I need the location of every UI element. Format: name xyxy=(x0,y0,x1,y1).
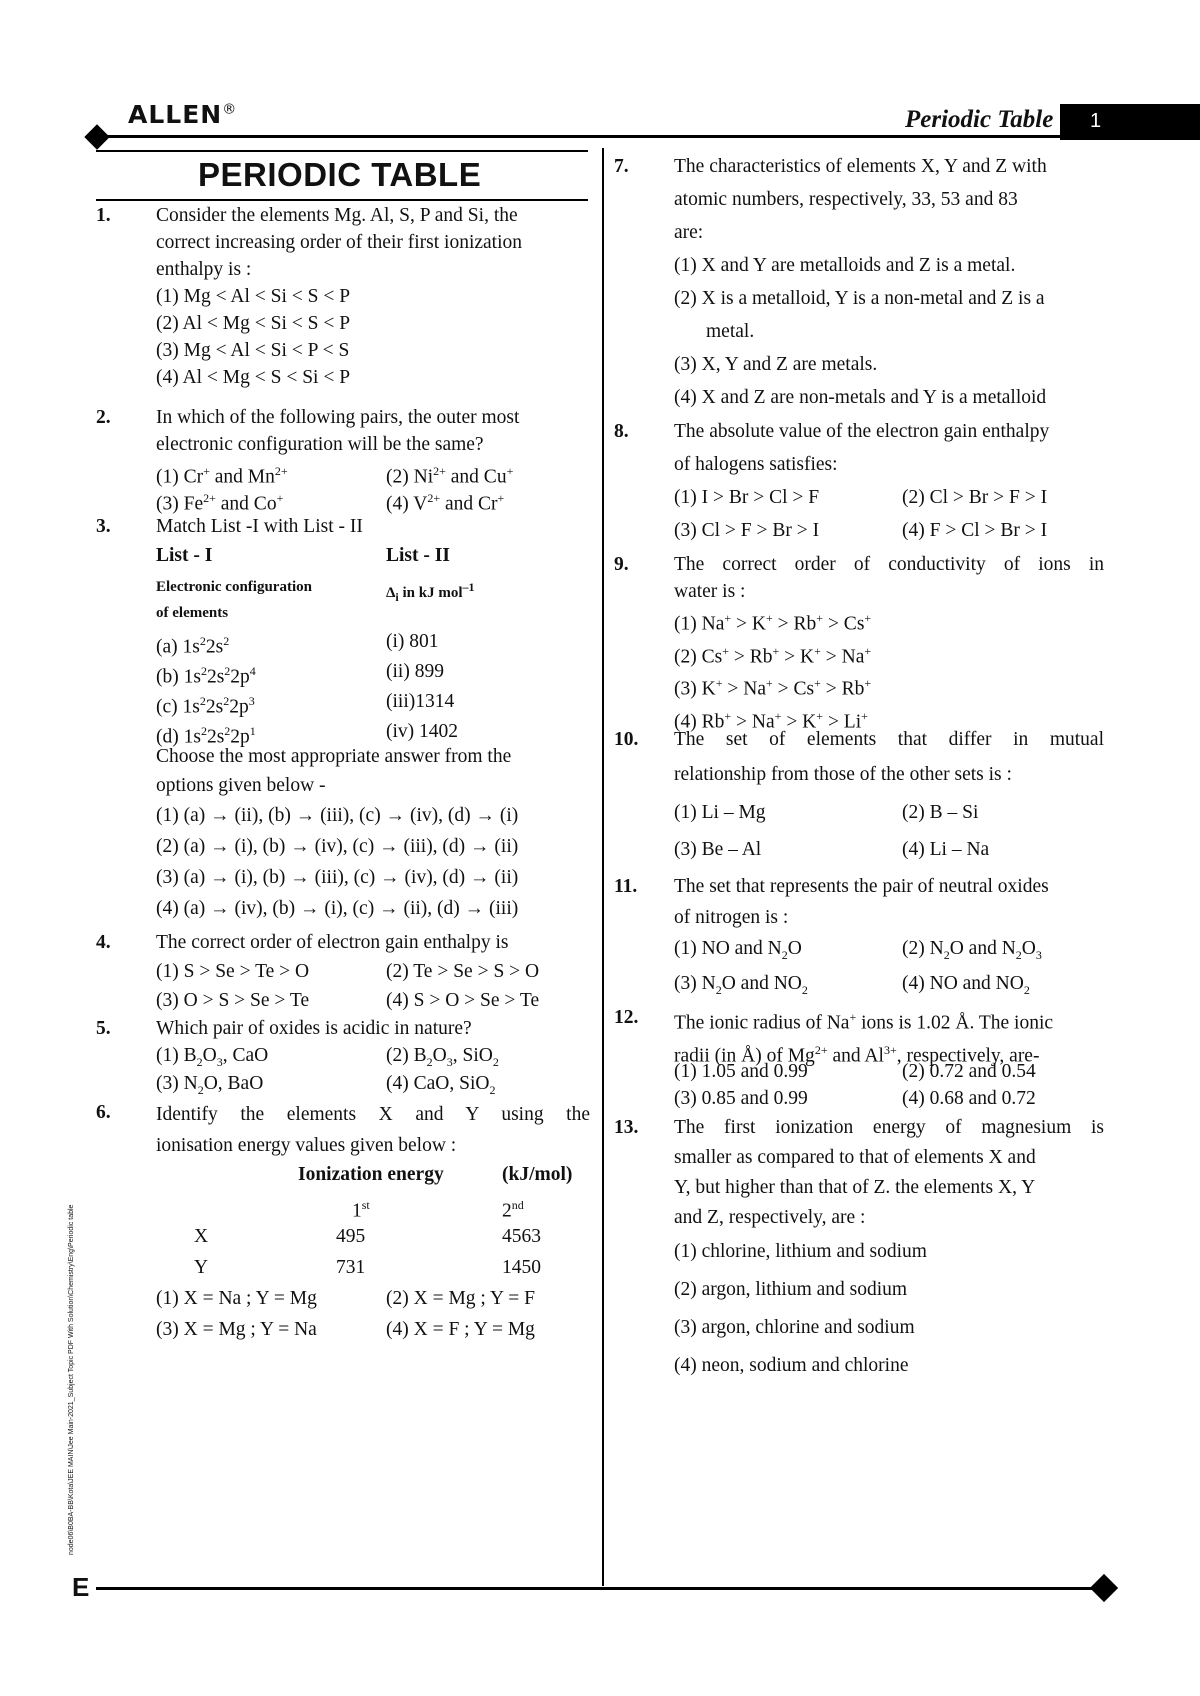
q4-number: 4. xyxy=(96,932,111,953)
q3-stem: Match List -I with List - II xyxy=(156,516,363,537)
q8-option-3: (3) Cl > F > Br > I xyxy=(674,520,820,541)
q7-option-1: (1) X and Y are metalloids and Z is a metal. xyxy=(674,255,1016,276)
q6-row-x-label: X xyxy=(194,1226,209,1247)
q12-number: 12. xyxy=(614,1007,639,1028)
section-title: Periodic Table xyxy=(905,106,1054,133)
question-13 xyxy=(614,1113,1104,1385)
q1-option-3: (3) Mg < Al < Si < P < S xyxy=(156,340,350,361)
q6-option-4: (4) X = F ; Y = Mg xyxy=(386,1319,535,1340)
q11-number: 11. xyxy=(614,876,638,897)
question-9 xyxy=(614,551,1104,735)
q5-number: 5. xyxy=(96,1018,111,1039)
q6-row-y-1: 731 xyxy=(336,1257,366,1278)
q12-option-3: (3) 0.85 and 0.99 xyxy=(674,1088,808,1109)
title-rule-top xyxy=(96,150,588,152)
q6-stem-2: ionisation energy values given below : xyxy=(156,1135,457,1156)
q11-option-3: (3) $N_2O$ and $NO_2$ xyxy=(674,973,808,997)
question-12 xyxy=(614,1004,1104,1112)
q10-stem-2: relationship from those of the other sets is : xyxy=(674,764,1012,785)
q10-option-4: (4) Li – Na xyxy=(902,839,990,860)
q13-option-3: (3) argon, chlorine and sodium xyxy=(674,1317,915,1338)
q11-option-1: (1) NO and $N_2O$ xyxy=(674,938,802,962)
q13-option-1: (1) chlorine, lithium and sodium xyxy=(674,1241,927,1262)
question-6 xyxy=(96,1099,590,1339)
q13-option-2: (2) argon, lithium and sodium xyxy=(674,1279,908,1300)
list1-d: (d) $1s^22s^22p^1$ xyxy=(156,724,256,748)
q4-stem: The correct order of electron gain enthalpy is xyxy=(156,932,509,953)
question-2 xyxy=(96,404,590,515)
q2-stem-1: In which of the following pairs, the outer most xyxy=(156,407,520,428)
q6-option-2: (2) X = Mg ; Y = F xyxy=(386,1288,535,1309)
q1-stem-3: enthalpy is : xyxy=(156,259,252,280)
q13-stem-4: and Z, respectively, are : xyxy=(674,1207,866,1228)
q12-option-2: (2) 0.72 and 0.54 xyxy=(902,1061,1036,1082)
q8-option-4: (4) F > Cl > Br > I xyxy=(902,520,1048,541)
q7-option-2a: (2) X is a metalloid, Y is a non-metal and Z is a xyxy=(674,288,1045,309)
list2-iv: (iv) 1402 xyxy=(386,721,459,742)
q4-option-4: (4) S > O > Se > Te xyxy=(386,990,540,1011)
q13-stem-3: Y, but higher than that of Z. the elements X, Y xyxy=(674,1177,1036,1198)
question-3 xyxy=(96,513,590,919)
q6-col-1: 1st xyxy=(352,1198,370,1222)
q2-stem-2: electronic configuration will be the same? xyxy=(156,434,484,455)
list1-c: (c) $1s^22s^22p^3$ xyxy=(156,694,255,718)
q11-option-4: (4) NO and $NO_2$ xyxy=(902,973,1030,997)
footer-letter: E xyxy=(72,1572,90,1602)
footer-diamond-right xyxy=(1090,1574,1118,1602)
title-rule-bottom xyxy=(96,199,588,201)
list1-a: (a) $1s^22s^2$ xyxy=(156,634,230,658)
q12-stem-2: radii (in Å) of $Mg^{2+}$ and $Al^{3+}$, respectively, are- xyxy=(674,1042,1040,1066)
q2-option-1: (1) Cr+ and $Mn^{2+}$ xyxy=(156,464,288,488)
q7-stem-3: are: xyxy=(674,222,704,243)
list2-i: (i) 801 xyxy=(386,631,439,652)
q7-number: 7. xyxy=(614,156,629,177)
q6-option-1: (1) X = Na ; Y = Mg xyxy=(156,1288,317,1309)
q9-stem-1: The correct order of conductivity of ions in xyxy=(674,554,1104,575)
q8-number: 8. xyxy=(614,421,629,442)
q12-option-1: (1) 1.05 and 0.99 xyxy=(674,1061,808,1082)
page-number: 1 xyxy=(1060,104,1200,140)
list1-subheading-2: of elements xyxy=(156,605,229,621)
q2-number: 2. xyxy=(96,407,111,428)
question-10 xyxy=(614,722,1104,867)
q8-stem-1: The absolute value of the electron gain enthalpy xyxy=(674,421,1050,442)
q3-instruction-2: options given below - xyxy=(156,775,326,796)
q2-option-4: (4) $V^{2+}$ and Cr+ xyxy=(386,491,505,515)
list2-subheading: $\Delta_i$ in kJ mol$^{-1}$ xyxy=(386,580,475,604)
q3-number: 3. xyxy=(96,516,111,537)
q7-stem-1: The characteristics of elements X, Y and Z with xyxy=(674,156,1047,177)
q3-option-2: (2) (a) → (i), (b) → (iv), (c) → (iii), (d) → (ii) xyxy=(156,836,519,857)
q6-row-y-label: Y xyxy=(194,1257,209,1278)
q8-stem-2: of halogens satisfies: xyxy=(674,454,838,475)
q11-stem-2: of nitrogen is : xyxy=(674,907,789,928)
q6-number: 6. xyxy=(96,1102,111,1123)
q6-option-3: (3) X = Mg ; Y = Na xyxy=(156,1319,317,1340)
q6-stem-1: Identify the elements X and Y using the xyxy=(156,1104,590,1125)
q4-option-3: (3) O > S > Se > Te xyxy=(156,990,310,1011)
q6-col-2: 2nd xyxy=(502,1198,524,1222)
q5-stem: Which pair of oxides is acidic in nature? xyxy=(156,1018,472,1039)
list1-b: (b) $1s^22s^22p^4$ xyxy=(156,664,256,688)
q6-row-x-2: 4563 xyxy=(502,1226,541,1247)
q6-table-head-2: (kJ/mol) xyxy=(502,1164,573,1185)
question-8 xyxy=(614,415,1104,547)
list2-heading: List - II xyxy=(386,545,450,566)
q1-option-1: (1) Mg < Al < Si < S < P xyxy=(156,286,351,307)
q9-stem-2: water is : xyxy=(674,581,746,602)
q3-option-4: (4) (a) → (iv), (b) → (i), (c) → (ii), (d) → (iii) xyxy=(156,898,519,919)
q3-instruction-1: Choose the most appropriate answer from the xyxy=(156,746,512,767)
q1-stem-1: Consider the elements Mg. Al, S, P and Si, the xyxy=(156,205,518,226)
q9-option-1: (1) Na+ > K+ > Rb+ > Cs+ xyxy=(674,611,872,635)
q10-stem-1: The set of elements that differ in mutual xyxy=(674,729,1104,750)
q2-option-2: (2) $Ni^{2+}$ and Cu+ xyxy=(386,464,514,488)
q13-stem-1: The first ionization energy of magnesium is xyxy=(674,1117,1104,1138)
footer-rule xyxy=(96,1587,1106,1590)
q8-option-1: (1) I > Br > Cl > F xyxy=(674,487,820,508)
q13-option-4: (4) neon, sodium and chlorine xyxy=(674,1355,909,1376)
q9-option-3: (3) K+ > Na+ > Cs+ > Rb+ xyxy=(674,676,872,700)
q9-option-4: (4) Rb+ > Na+ > K+ > Li+ xyxy=(674,708,868,732)
q4-option-2: (2) Te > Se > S > O xyxy=(386,961,540,982)
q10-number: 10. xyxy=(614,729,639,750)
question-11 xyxy=(614,871,1104,999)
q10-option-1: (1) Li – Mg xyxy=(674,802,766,823)
q1-option-4: (4) Al < Mg < S < Si < P xyxy=(156,367,351,388)
q1-stem-2: correct increasing order of their first ionization xyxy=(156,232,523,253)
question-7 xyxy=(614,150,1104,414)
q6-row-y-2: 1450 xyxy=(502,1257,541,1278)
q2-option-3: (3) $Fe^{2+}$ and Co+ xyxy=(156,491,284,515)
list2-iii: (iii)1314 xyxy=(386,691,455,712)
header-rule xyxy=(96,135,1200,138)
q7-option-4: (4) X and Z are non-metals and Y is a metalloid xyxy=(674,387,1047,408)
q5-option-1: (1) $B_2O_3$, CaO xyxy=(156,1045,269,1069)
q1-number: 1. xyxy=(96,205,111,226)
q13-number: 13. xyxy=(614,1117,639,1138)
q6-row-x-1: 495 xyxy=(336,1226,366,1247)
q12-option-4: (4) 0.68 and 0.72 xyxy=(902,1088,1036,1109)
q1-option-2: (2) Al < Mg < Si < S < P xyxy=(156,313,351,334)
question-1 xyxy=(96,202,590,391)
q12-stem-1: The ionic radius of Na+ ions is 1.02 Å. The ionic xyxy=(674,1010,1054,1034)
brand-logo: ALLEN® xyxy=(128,100,238,129)
list1-subheading: Electronic configuration xyxy=(156,579,312,595)
q3-option-1: (1) (a) → (ii), (b) → (iii), (c) → (iv), (d) → (i) xyxy=(156,805,519,826)
q5-option-2: (2) $B_2O_3$, SiO$_2$ xyxy=(386,1045,499,1069)
q9-number: 9. xyxy=(614,554,629,575)
page-title: PERIODIC TABLE xyxy=(198,156,482,193)
q7-option-2b: metal. xyxy=(706,321,755,342)
q7-option-3: (3) X, Y and Z are metals. xyxy=(674,354,878,375)
q11-stem-1: The set that represents the pair of neutral oxides xyxy=(674,876,1049,897)
question-4 xyxy=(96,929,590,1013)
q6-table-head-1: Ionization energy xyxy=(298,1164,444,1185)
q10-option-3: (3) Be – Al xyxy=(674,839,762,860)
q11-option-2: (2) $N_2O$ and $N_2O_3$ xyxy=(902,938,1042,962)
q7-stem-2: atomic numbers, respectively, 33, 53 and 83 xyxy=(674,189,1018,210)
side-file-path: node06\B0BA-BB\Kota\JEE MAIN\Jee Main-2021_Subject Topic PDF With Solution\Chemistry\Eng\Periodic table xyxy=(68,1204,75,1555)
q3-option-3: (3) (a) → (i), (b) → (iii), (c) → (iv), (d) → (ii) xyxy=(156,867,519,888)
q5-option-4: (4) CaO, SiO$_2$ xyxy=(386,1073,496,1097)
q13-stem-2: smaller as compared to that of elements X and xyxy=(674,1147,1036,1168)
question-5 xyxy=(96,1015,590,1099)
q10-option-2: (2) B – Si xyxy=(902,802,979,823)
column-divider xyxy=(602,148,604,1586)
q5-option-3: (3) $N_2O$, BaO xyxy=(156,1073,264,1097)
q8-option-2: (2) Cl > Br > F > I xyxy=(902,487,1048,508)
q4-option-1: (1) S > Se > Te > O xyxy=(156,961,310,982)
q9-option-2: (2) Cs+ > Rb+ > K+ > Na+ xyxy=(674,643,872,667)
list2-ii: (ii) 899 xyxy=(386,661,444,682)
list1-heading: List - I xyxy=(156,545,213,566)
